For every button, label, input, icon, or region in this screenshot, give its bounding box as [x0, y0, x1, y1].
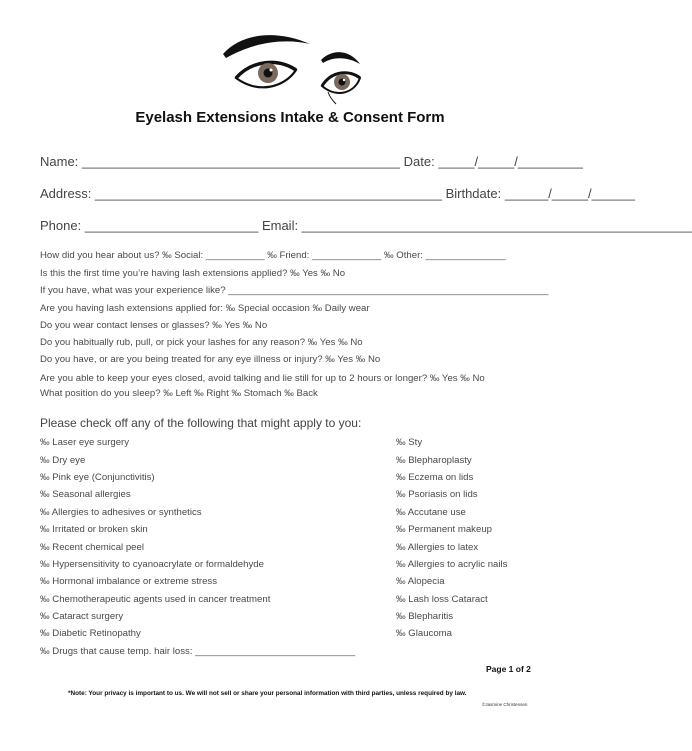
- check-item[interactable]: ‰ Blepharitis: [396, 611, 454, 622]
- page-number: Page 1 of 2: [486, 664, 531, 674]
- check-item[interactable]: ‰ Lash loss Cataract: [396, 594, 488, 605]
- question-eye-illness[interactable]: Do you have, or are you being treated for any eye illness or injury? ‰ Yes ‰ No: [40, 354, 381, 365]
- check-item[interactable]: ‰ Eczema on lids: [396, 472, 474, 483]
- check-item[interactable]: ‰ Dry eye: [40, 455, 86, 466]
- section-heading: Please check off any of the following that might apply to you:: [40, 416, 362, 430]
- check-item[interactable]: ‰ Chemotherapeutic agents used in cancer treatment: [40, 594, 271, 605]
- question-first-time[interactable]: Is this the first time you’re having lash extensions applied? ‰ Yes ‰ No: [40, 268, 346, 279]
- question-sleep-position[interactable]: What position do you sleep? ‰ Left ‰ Right ‰ Stomach ‰ Back: [40, 388, 318, 399]
- check-item[interactable]: ‰ Hormonal imbalance or extreme stress: [40, 576, 218, 587]
- check-item[interactable]: ‰ Blepharoplasty: [396, 455, 472, 466]
- question-contacts[interactable]: Do you wear contact lenses or glasses? ‰ Yes ‰ No: [40, 320, 268, 331]
- check-item[interactable]: ‰ Alopecia: [396, 576, 445, 587]
- check-item[interactable]: ‰ Laser eye surgery: [40, 437, 130, 448]
- check-item[interactable]: ‰ Accutane use: [396, 507, 466, 518]
- question-experience[interactable]: If you have, what was your experience like? ____________________________________________________________: [40, 285, 549, 296]
- check-item[interactable]: ‰ Allergies to acrylic nails: [396, 559, 508, 570]
- check-item[interactable]: ‰ Allergies to latex: [396, 542, 479, 553]
- check-item[interactable]: ‰ Pink eye (Conjunctivitis): [40, 472, 155, 483]
- address-birthdate-field[interactable]: Address: ________________________________________________ Birthdate: ______/_____/______: [40, 186, 635, 201]
- check-item[interactable]: ‰ Recent chemical peel: [40, 542, 144, 553]
- check-item[interactable]: ‰ Allergies to adhesives or synthetics: [40, 507, 202, 518]
- check-item[interactable]: ‰ Sty: [396, 437, 423, 448]
- eyes-with-eyebrows-logo: [218, 30, 368, 110]
- form-title: Eyelash Extensions Intake & Consent Form: [135, 109, 445, 126]
- check-item[interactable]: ‰ Permanent makeup: [396, 524, 492, 535]
- question-eyes-closed[interactable]: Are you able to keep your eyes closed, avoid talking and lie still for up to 2 hours or longer? ‰ Yes ‰ No: [40, 373, 485, 384]
- check-item[interactable]: ‰ Seasonal allergies: [40, 489, 131, 500]
- check-item[interactable]: ‰ Psoriasis on lids: [396, 489, 478, 500]
- privacy-note: *Note: Your privacy is important to us. We will not sell or share your personal information with third parties, unless required by law.: [68, 690, 467, 697]
- check-item[interactable]: ‰ Hypersensitivity to cyanoacrylate or formaldehyde: [40, 559, 264, 570]
- check-item[interactable]: ‰ Drugs that cause temp. hair loss: ______________________________: [40, 646, 356, 657]
- question-hear-about[interactable]: How did you hear about us? ‰ Social: ___________ ‰ Friend: _____________ ‰ Other: _______________: [40, 250, 506, 261]
- phone-email-field[interactable]: Phone: ________________________ Email: ______________________________________________________: [40, 218, 692, 233]
- question-rub-lashes[interactable]: Do you habitually rub, pull, or pick your lashes for any reason? ‰ Yes ‰ No: [40, 337, 363, 348]
- question-occasion[interactable]: Are you having lash extensions applied for: ‰ Special occasion ‰ Daily wear: [40, 303, 370, 314]
- check-item[interactable]: ‰ Irritated or broken skin: [40, 524, 148, 535]
- check-item[interactable]: ‰ Glaucoma: [396, 628, 452, 639]
- name-date-field[interactable]: Name: ____________________________________________ Date: _____/_____/_________: [40, 154, 583, 169]
- check-item[interactable]: ‰ Cataract surgery: [40, 611, 124, 622]
- check-item[interactable]: ‰ Diabetic Retinopathy: [40, 628, 141, 639]
- copyright: ©Jasmine Christensen: [482, 702, 528, 707]
